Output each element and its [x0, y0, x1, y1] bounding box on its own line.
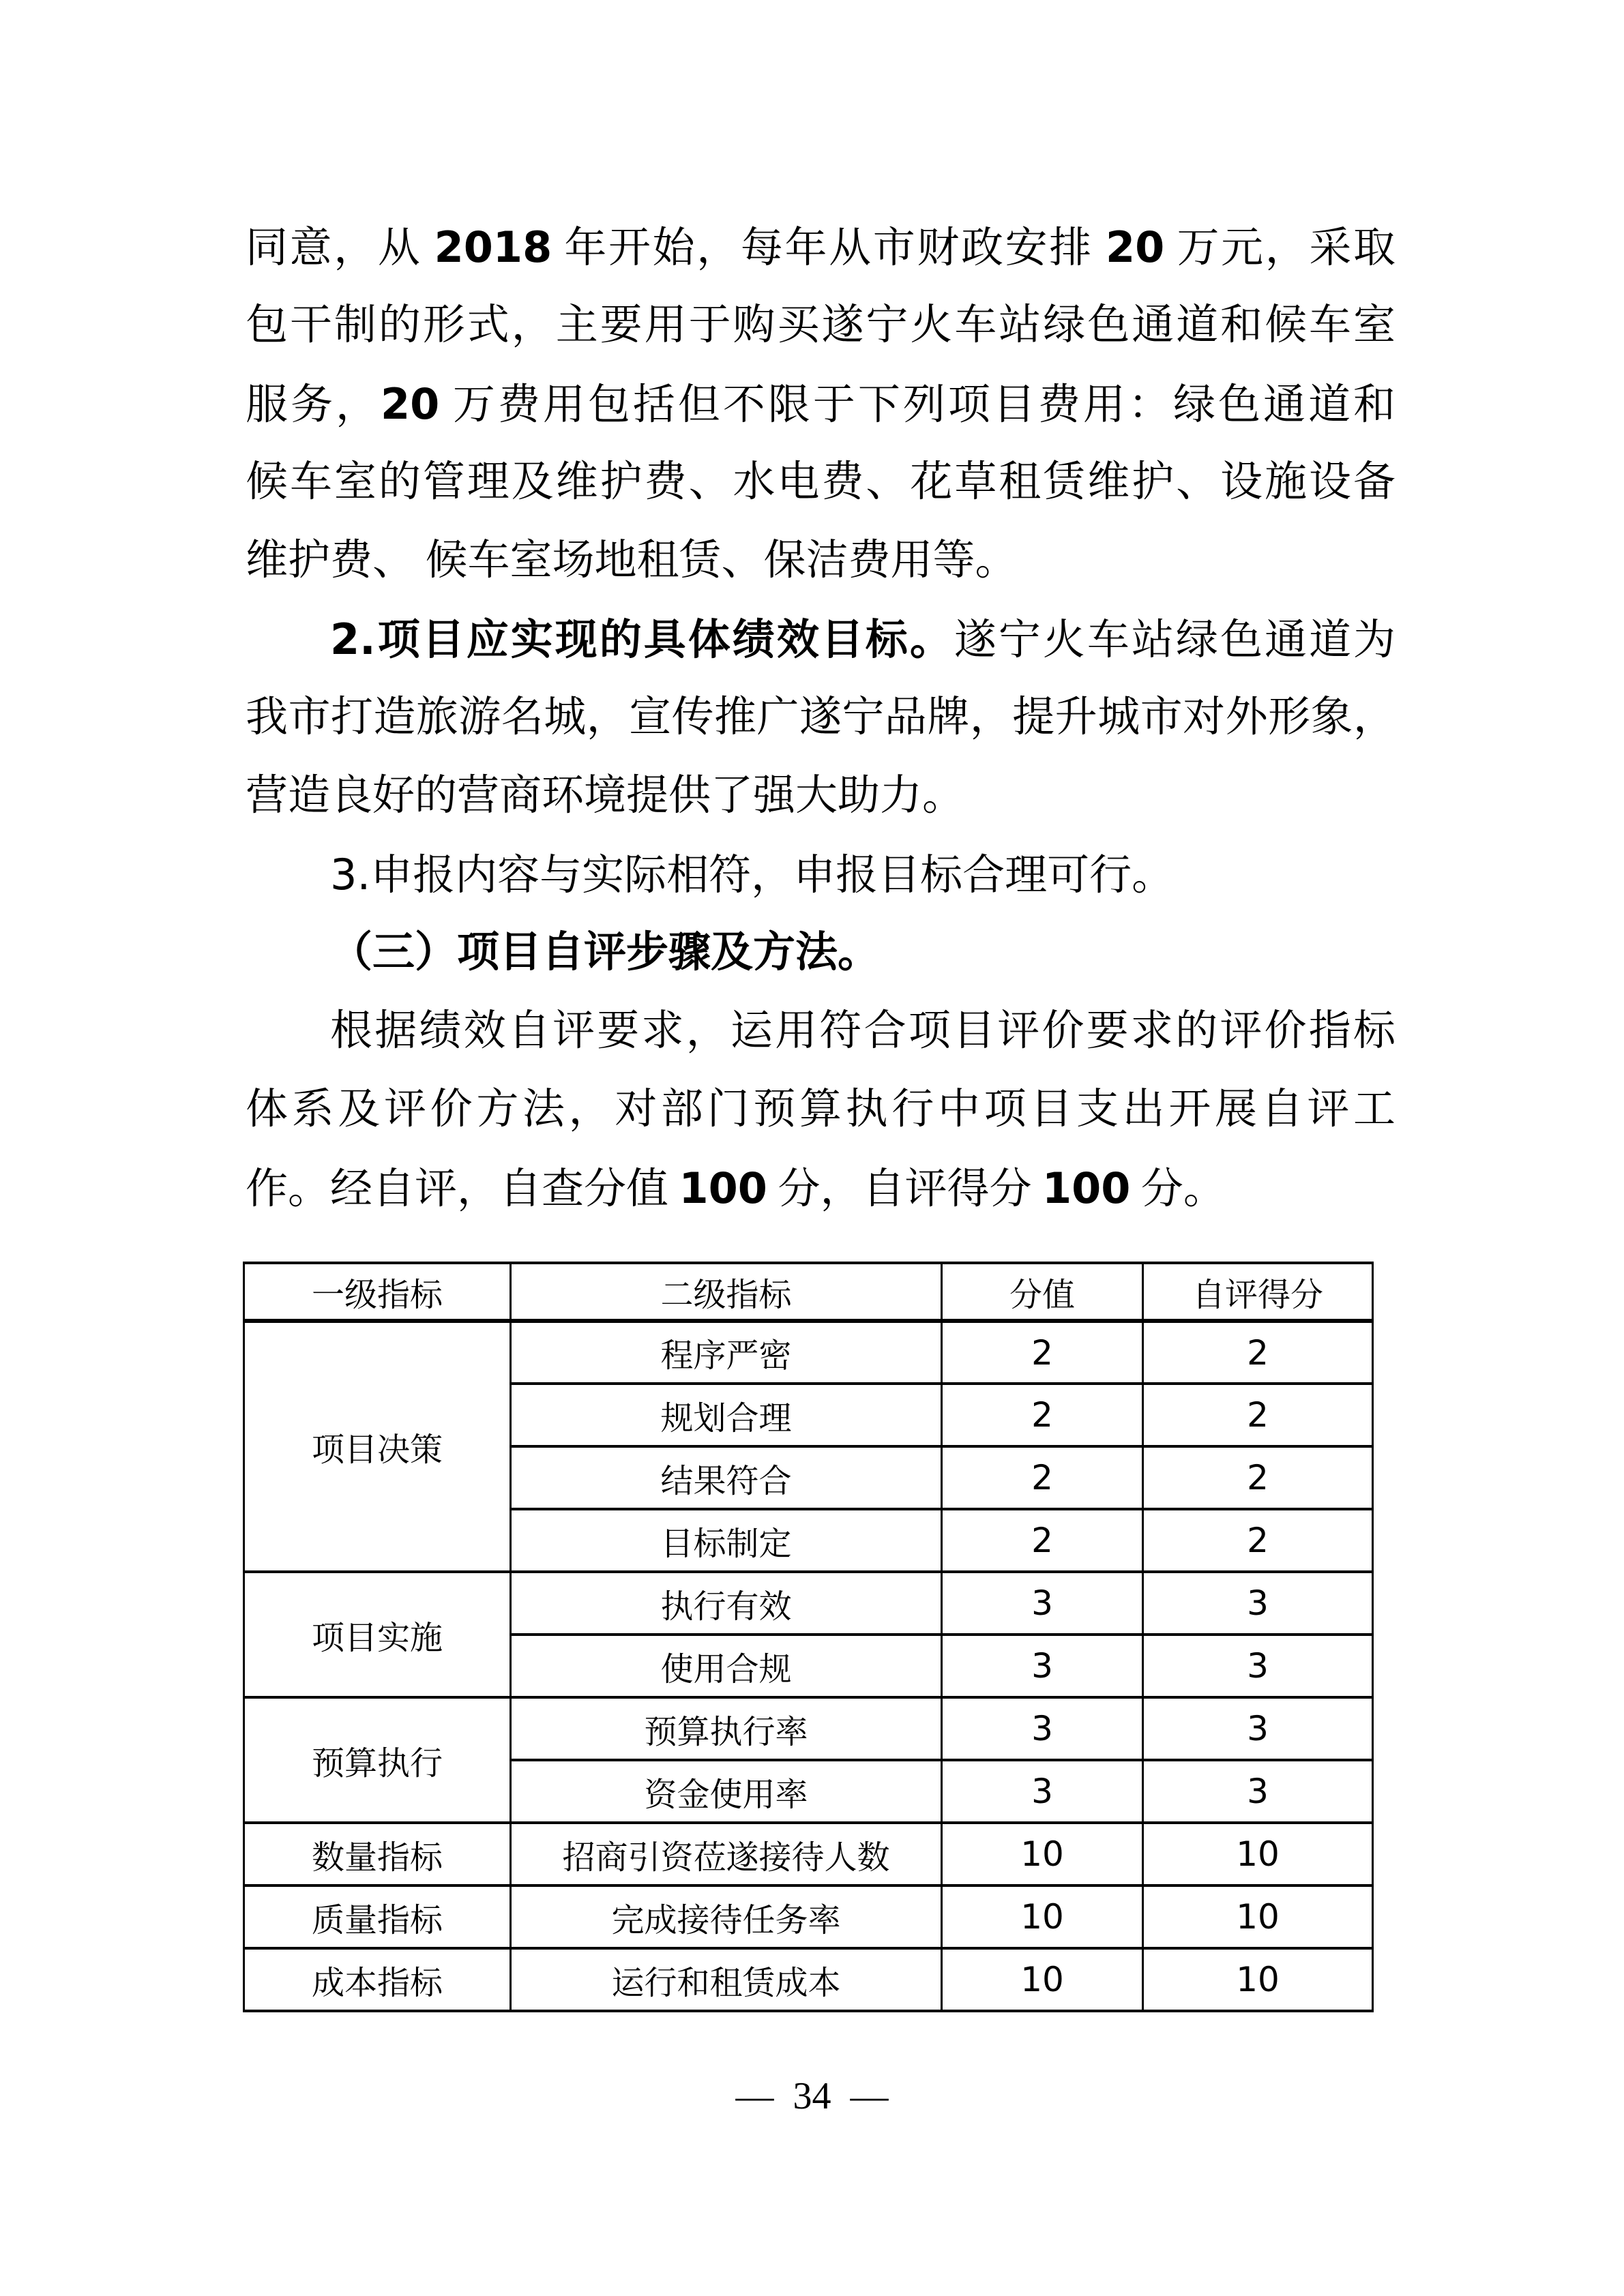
self-score-cell: 2	[1143, 1509, 1373, 1572]
text-segment: 包干制的形式，主要用于购买遂宁火车站绿色通道和候车室	[246, 302, 1396, 348]
number-segment: 100	[1042, 1163, 1131, 1213]
text-line	[246, 365, 1396, 443]
score-cell: 3	[942, 1572, 1143, 1635]
score-cell: 10	[942, 1885, 1143, 1948]
table-header-row	[244, 1263, 1373, 1321]
self-score-cell: 2	[1143, 1321, 1373, 1384]
page-number: — 34 —	[735, 2075, 889, 2117]
level1-cell: 项目决策	[244, 1321, 511, 1572]
number-segment: 2018	[434, 222, 552, 272]
header-level2-indicator: 二级指标	[511, 1263, 942, 1321]
header-self-score: 自评得分	[1143, 1263, 1373, 1321]
score-cell: 2	[942, 1321, 1143, 1384]
text-segment: 作。经自评，自查分值	[246, 1166, 679, 1212]
text-segment: 维护费、 候车室场地租赁、保洁费用等。	[246, 537, 1018, 584]
section-heading	[246, 914, 1396, 992]
header-score: 分值	[942, 1263, 1143, 1321]
score-cell: 10	[942, 1823, 1143, 1885]
table-row	[244, 1572, 1373, 1635]
self-score-cell: 10	[1143, 1948, 1373, 2011]
level2-cell: 使用合规	[511, 1635, 942, 1697]
text-line-list-item-2	[246, 600, 1396, 679]
text-segment: 年开始，每年从市财政安排	[552, 225, 1106, 271]
score-cell: 3	[942, 1760, 1143, 1823]
table-row	[244, 1321, 1373, 1384]
text-line	[246, 208, 1396, 286]
body-text	[246, 208, 1396, 1227]
number-segment: 100	[679, 1163, 767, 1213]
text-line	[246, 992, 1396, 1071]
table-row	[244, 1885, 1373, 1948]
level2-cell: 资金使用率	[511, 1760, 942, 1823]
level1-cell: 数量指标	[244, 1823, 511, 1885]
level1-cell: 成本指标	[244, 1948, 511, 2011]
text-line	[246, 522, 1396, 600]
number-segment: 20	[381, 379, 440, 429]
heading-segment: （三）项目自评步骤及方法。	[330, 929, 881, 976]
text-line	[246, 1071, 1396, 1149]
number-segment: 20	[1106, 222, 1165, 272]
text-segment: 申报内容与实际相符，申报目标合理可行。	[370, 852, 1175, 899]
level1-cell: 质量指标	[244, 1885, 511, 1948]
level2-cell: 结果符合	[511, 1446, 942, 1509]
text-segment: 遂宁火车站绿色通道为	[954, 617, 1396, 664]
text-segment: 根据绩效自评要求，运用符合项目评价要求的评价指标	[330, 1008, 1396, 1054]
header-level1-indicator: 一级指标	[244, 1263, 511, 1321]
level2-cell: 预算执行率	[511, 1697, 942, 1760]
text-segment: 我市打造旅游名城，宣传推广遂宁品牌，提升城市对外形象，	[246, 694, 1396, 741]
level2-cell: 执行有效	[511, 1572, 942, 1635]
self-evaluation-indicator-table	[243, 1262, 1374, 2012]
self-score-cell: 10	[1143, 1885, 1373, 1948]
text-line	[246, 1149, 1396, 1227]
text-segment: 候车室的管理及维护费、水电费、花草租赁维护、设施设备	[246, 459, 1396, 505]
level2-cell: 运行和租赁成本	[511, 1948, 942, 2011]
self-score-cell: 3	[1143, 1697, 1373, 1760]
text-segment: 分。	[1130, 1166, 1226, 1212]
self-score-cell: 10	[1143, 1823, 1373, 1885]
level2-cell: 完成接待任务率	[511, 1885, 942, 1948]
text-line	[246, 757, 1396, 835]
level1-cell: 预算执行	[244, 1697, 511, 1823]
score-cell: 2	[942, 1384, 1143, 1446]
level2-cell: 规划合理	[511, 1384, 942, 1446]
level2-cell: 目标制定	[511, 1509, 942, 1572]
table-row	[244, 1697, 1373, 1760]
heading-segment: 项目应实现的具体绩效目标。	[375, 617, 954, 664]
text-segment: 服务，	[246, 382, 381, 428]
text-line	[246, 443, 1396, 522]
text-segment: 体系及评价方法，对部门预算执行中项目支出开展自评工	[246, 1086, 1396, 1133]
text-segment: 分，自评得分	[767, 1166, 1042, 1212]
text-line	[246, 286, 1396, 365]
score-cell: 2	[942, 1509, 1143, 1572]
self-score-cell: 2	[1143, 1384, 1373, 1446]
level2-cell: 程序严密	[511, 1321, 942, 1384]
text-line-list-item-3	[246, 835, 1396, 914]
text-segment: 万费用包括但不限于下列项目费用：绿色通道和	[439, 382, 1396, 428]
table-row	[244, 1823, 1373, 1885]
score-cell: 2	[942, 1446, 1143, 1509]
list-number-segment: 3.	[330, 850, 371, 899]
level1-cell: 项目实施	[244, 1572, 511, 1697]
text-segment: 营造良好的营商环境提供了强大助力。	[246, 773, 965, 819]
self-score-cell: 3	[1143, 1572, 1373, 1635]
self-score-cell: 3	[1143, 1635, 1373, 1697]
self-score-cell: 3	[1143, 1760, 1373, 1823]
text-segment: 同意，从	[246, 225, 434, 271]
list-number-segment: 2.	[330, 614, 376, 664]
score-cell: 3	[942, 1635, 1143, 1697]
level2-cell: 招商引资莅遂接待人数	[511, 1823, 942, 1885]
table-row	[244, 1948, 1373, 2011]
score-cell: 3	[942, 1697, 1143, 1760]
self-score-cell: 2	[1143, 1446, 1373, 1509]
text-segment: 万元，采取	[1164, 225, 1396, 271]
text-line	[246, 679, 1396, 757]
score-cell: 10	[942, 1948, 1143, 2011]
